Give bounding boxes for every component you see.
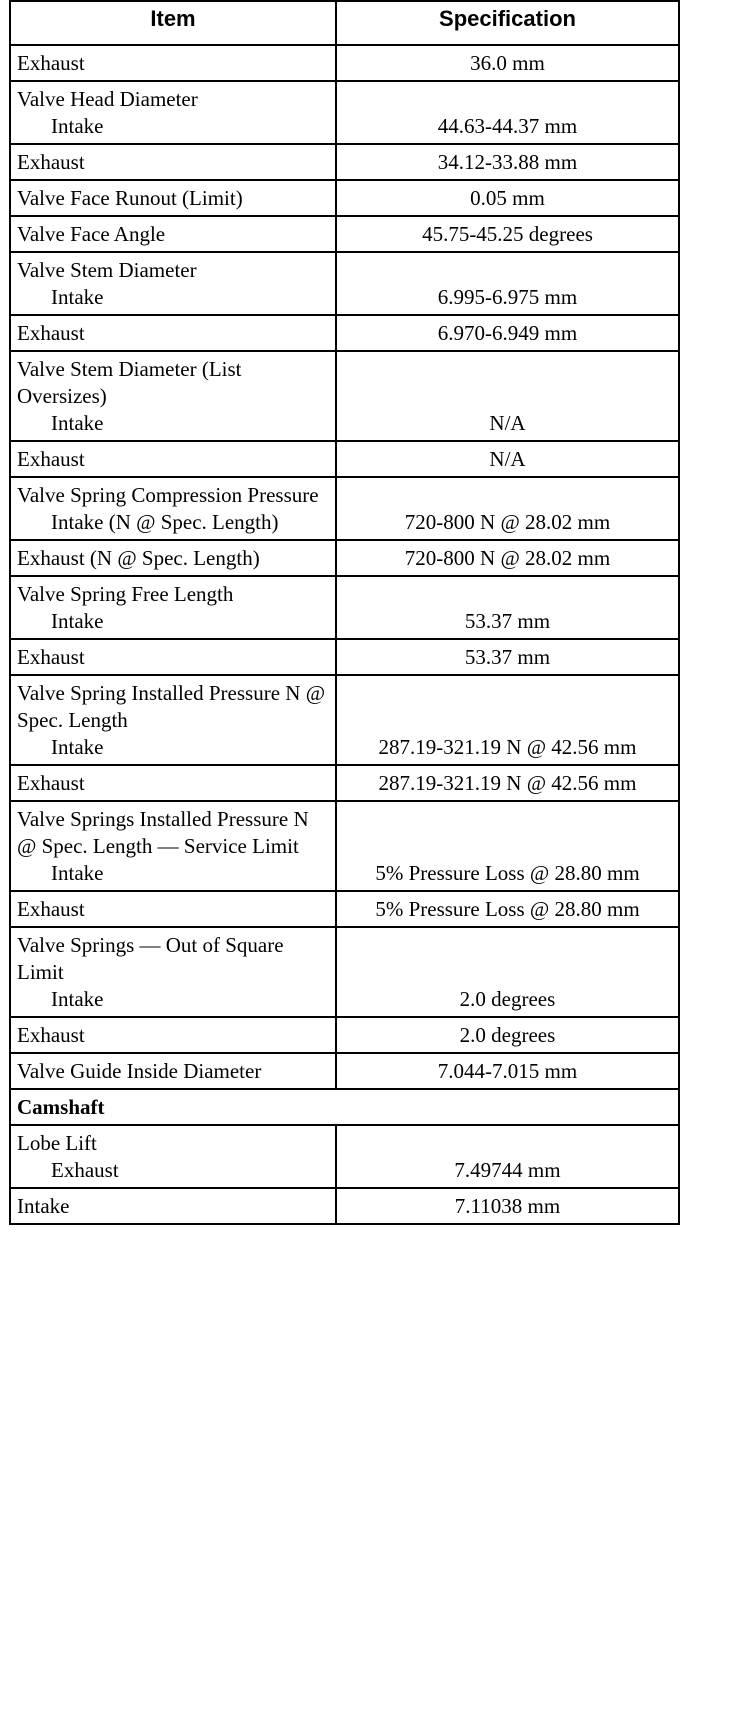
table-row — [10, 477, 679, 540]
spec-cell: 6.970-6.949 mm — [336, 315, 679, 351]
sub-item-label: Intake — [51, 609, 104, 633]
table-row — [10, 675, 679, 765]
spec-cell: 34.12-33.88 mm — [336, 144, 679, 180]
item-cell — [10, 927, 336, 1017]
item-cell — [10, 477, 336, 540]
spec-cell: 45.75-45.25 degrees — [336, 216, 679, 252]
item-cell: Valve Face Runout (Limit) — [10, 180, 336, 216]
group-heading: Valve Stem Diameter — [17, 258, 197, 282]
sub-item-label: Intake — [51, 114, 104, 138]
group-heading: Valve Head Diameter — [17, 87, 198, 111]
group-heading: Valve Stem Diameter (List Oversizes) — [17, 357, 242, 408]
table-row — [10, 1053, 679, 1089]
spec-cell: N/A — [336, 441, 679, 477]
column-header-spec: Specification — [336, 1, 679, 45]
table-header-row — [10, 1, 679, 45]
sub-item-label: Intake — [51, 735, 104, 759]
spec-table-body — [10, 45, 679, 1224]
table-row — [10, 540, 679, 576]
sub-item-label: Intake — [51, 411, 104, 435]
table-row — [10, 891, 679, 927]
spec-cell: 287.19-321.19 N @ 42.56 mm — [336, 675, 679, 765]
item-cell: Exhaust — [10, 891, 336, 927]
table-row — [10, 252, 679, 315]
table-row — [10, 351, 679, 441]
spec-table — [9, 0, 680, 1225]
table-row — [10, 1125, 679, 1188]
item-cell: Exhaust — [10, 765, 336, 801]
table-row — [10, 639, 679, 675]
group-heading: Valve Springs Installed Pressure N @ Spec. Length — Service Limit — [17, 807, 309, 858]
item-cell: Exhaust — [10, 315, 336, 351]
spec-cell: 44.63-44.37 mm — [336, 81, 679, 144]
group-heading: Valve Springs — Out of Square Limit — [17, 933, 284, 984]
spec-cell: 2.0 degrees — [336, 927, 679, 1017]
item-cell — [10, 81, 336, 144]
table-row — [10, 765, 679, 801]
sub-item-label: Intake — [51, 861, 104, 885]
spec-cell: 7.044-7.015 mm — [336, 1053, 679, 1089]
group-heading: Valve Spring Free Length — [17, 582, 234, 606]
sub-item-label: Exhaust — [51, 1158, 119, 1182]
spec-cell: 6.995-6.975 mm — [336, 252, 679, 315]
table-row — [10, 1188, 679, 1224]
spec-cell: 720-800 N @ 28.02 mm — [336, 477, 679, 540]
section-title: Camshaft — [10, 1089, 679, 1125]
table-row — [10, 216, 679, 252]
spec-cell: 720-800 N @ 28.02 mm — [336, 540, 679, 576]
item-cell: Valve Face Angle — [10, 216, 336, 252]
item-cell: Exhaust (N @ Spec. Length) — [10, 540, 336, 576]
item-cell — [10, 252, 336, 315]
item-cell — [10, 1125, 336, 1188]
group-heading: Valve Spring Installed Pressure N @ Spec. Length — [17, 681, 326, 732]
spec-cell: 7.11038 mm — [336, 1188, 679, 1224]
sub-item-label: Intake — [51, 987, 104, 1011]
spec-cell: 287.19-321.19 N @ 42.56 mm — [336, 765, 679, 801]
item-cell — [10, 801, 336, 891]
column-header-item: Item — [10, 1, 336, 45]
table-row — [10, 45, 679, 81]
item-cell: Exhaust — [10, 45, 336, 81]
spec-cell: 53.37 mm — [336, 576, 679, 639]
table-row — [10, 144, 679, 180]
sub-item-label: Intake (N @ Spec. Length) — [51, 510, 279, 534]
spec-cell: 0.05 mm — [336, 180, 679, 216]
item-cell — [10, 675, 336, 765]
item-cell: Valve Guide Inside Diameter — [10, 1053, 336, 1089]
sub-item-label: Intake — [51, 285, 104, 309]
item-cell — [10, 576, 336, 639]
spec-cell: 7.49744 mm — [336, 1125, 679, 1188]
spec-cell: 5% Pressure Loss @ 28.80 mm — [336, 801, 679, 891]
spec-cell: N/A — [336, 351, 679, 441]
spec-cell: 53.37 mm — [336, 639, 679, 675]
table-row — [10, 927, 679, 1017]
table-row — [10, 1017, 679, 1053]
item-cell: Exhaust — [10, 639, 336, 675]
spec-cell: 2.0 degrees — [336, 1017, 679, 1053]
item-cell: Intake — [10, 1188, 336, 1224]
table-row — [10, 441, 679, 477]
section-row — [10, 1089, 679, 1125]
table-row — [10, 576, 679, 639]
table-row — [10, 180, 679, 216]
table-row — [10, 801, 679, 891]
spec-cell: 5% Pressure Loss @ 28.80 mm — [336, 891, 679, 927]
table-row — [10, 81, 679, 144]
item-cell: Exhaust — [10, 144, 336, 180]
item-cell: Exhaust — [10, 1017, 336, 1053]
table-row — [10, 315, 679, 351]
spec-cell: 36.0 mm — [336, 45, 679, 81]
group-heading: Lobe Lift — [17, 1131, 97, 1155]
item-cell: Exhaust — [10, 441, 336, 477]
item-cell — [10, 351, 336, 441]
group-heading: Valve Spring Compression Pressure — [17, 483, 319, 507]
